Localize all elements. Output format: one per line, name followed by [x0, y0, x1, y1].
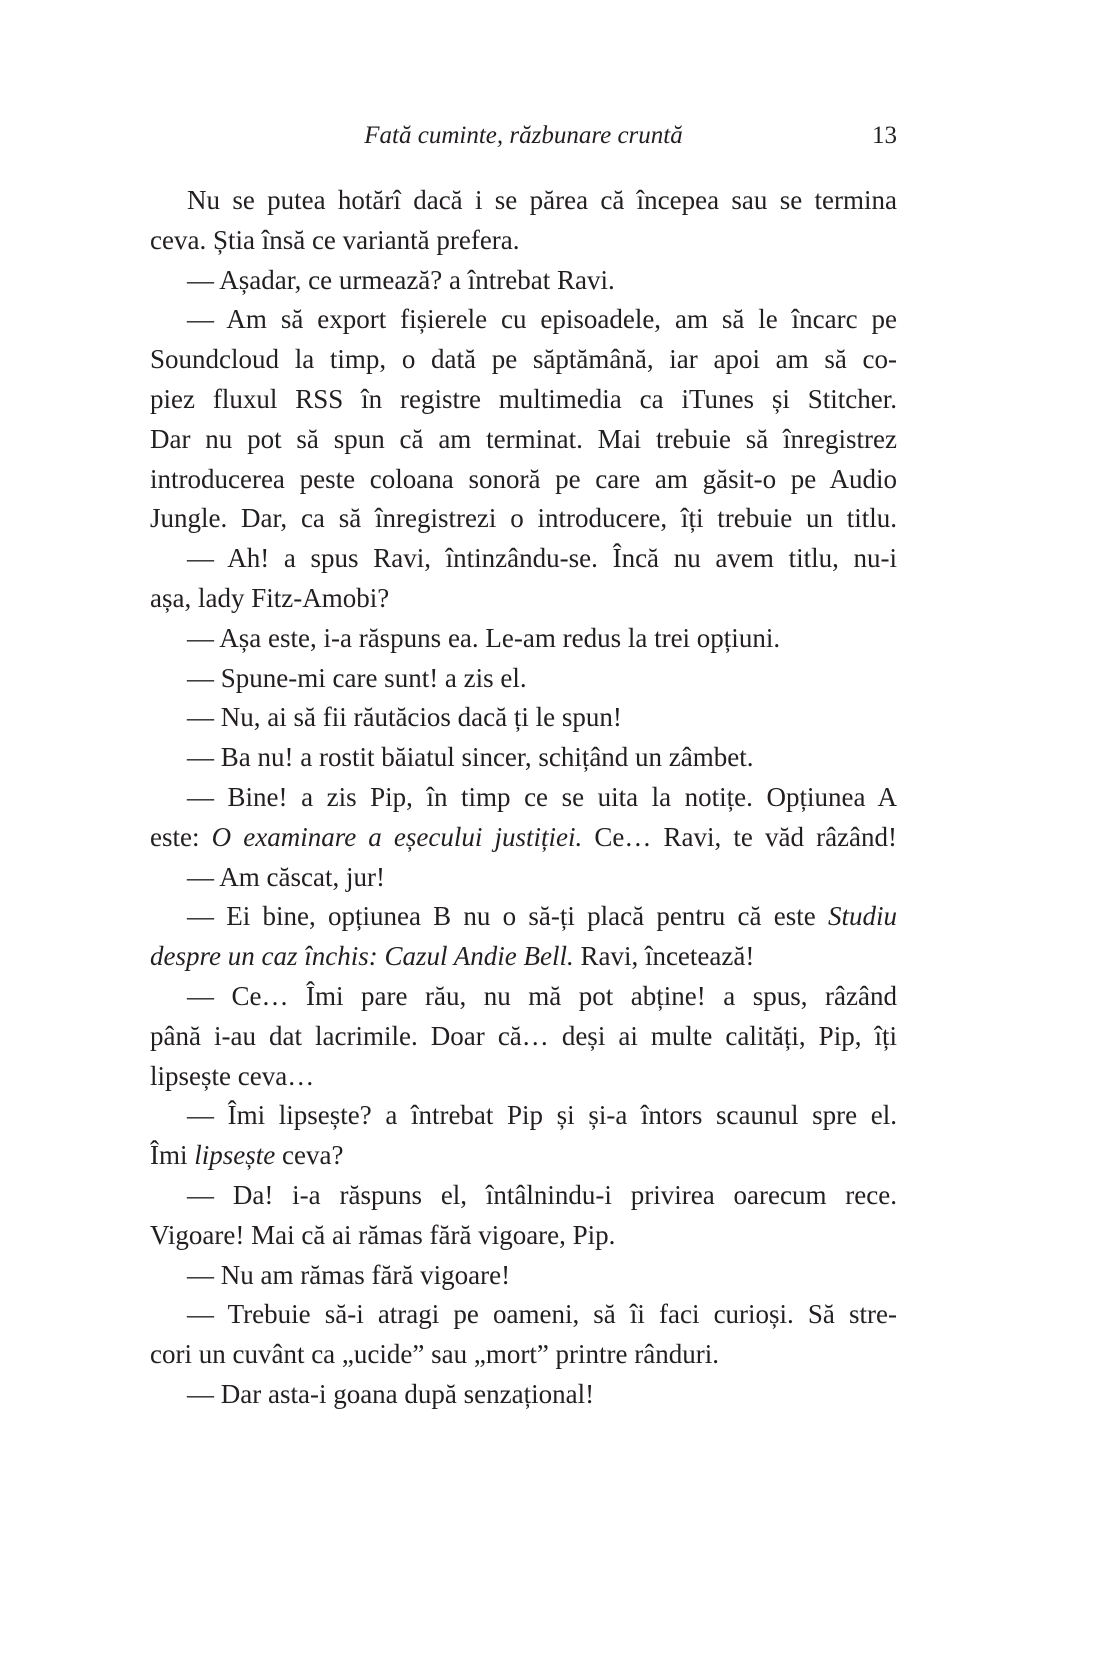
- text-line: [150, 1096, 897, 1136]
- text-segment: — Așa este, i-a răspuns ea. Le-am redus la trei opțiuni.: [187, 622, 781, 653]
- text-line: [150, 579, 897, 619]
- text-line: [150, 738, 897, 778]
- text-line: [150, 778, 897, 818]
- text-segment: — Ei bine, opțiunea B nu o să-ți placă pentru că este: [187, 901, 828, 932]
- text-segment: Nu se putea hotărî dacă i se părea că începea sau se termina: [187, 185, 897, 215]
- text-segment: până i-au dat lacrimile. Doar că… deși ai multe calități, Pip, îți: [150, 1020, 897, 1051]
- text-line: [150, 181, 897, 221]
- text-line-content: [150, 221, 520, 261]
- text-line: [150, 659, 897, 699]
- text-line-content: [187, 738, 754, 778]
- text-line: [150, 1256, 897, 1296]
- page-number: 13: [872, 122, 897, 149]
- text-line-content: [150, 818, 897, 858]
- text-segment: — Am să export fișierele cu episoadele, am să le încarc pe: [187, 304, 897, 335]
- text-segment: — Am căscat, jur!: [187, 861, 385, 892]
- text-line-content: [150, 1335, 719, 1375]
- text-line-content: [187, 977, 897, 1017]
- text-line-content: [187, 659, 527, 699]
- text-line: [150, 897, 897, 937]
- text-segment: este:: [150, 821, 212, 852]
- text-segment: — Bine! a zis Pip, în timp ce se uita la notițe. Opțiunea A: [187, 781, 897, 812]
- text-line: [150, 261, 897, 301]
- text-line-content: [187, 1375, 594, 1415]
- text-line-content: [150, 579, 389, 619]
- text-line: [150, 499, 897, 539]
- text-line-content: [187, 619, 780, 659]
- text-line: [150, 1057, 897, 1097]
- text-line-content: [187, 1096, 897, 1136]
- text-line: [150, 300, 897, 340]
- text-line: [150, 937, 897, 977]
- text-line: [150, 619, 897, 659]
- text-segment: ceva?: [275, 1140, 344, 1171]
- text-line: [150, 1017, 897, 1057]
- text-segment: — Ah! a spus Ravi, întinzându-se. Încă nu avem titlu, nu-i: [187, 543, 897, 574]
- text-line: [150, 539, 897, 579]
- text-line-content: [150, 1216, 615, 1256]
- text-line: [150, 977, 897, 1017]
- text-line-content: [150, 499, 897, 539]
- text-segment: Soundcloud la timp, o dată pe săptămână, iar apoi am să co-: [150, 344, 897, 375]
- text-line-content: [187, 897, 897, 937]
- text-line: [150, 818, 897, 858]
- text-segment: Ravi, încetează!: [573, 941, 755, 972]
- text-segment: Vigoare! Mai că ai rămas fără vigoare, Pip.: [150, 1219, 616, 1250]
- text-segment: Îmi: [150, 1140, 195, 1171]
- text-line: [150, 340, 897, 380]
- text-line: [150, 1136, 897, 1176]
- text-segment: — Nu, ai să fii răutăcios dacă ți le spun!: [187, 702, 622, 733]
- text-line-content: [150, 420, 897, 460]
- text-line-content: [150, 1057, 314, 1097]
- italic-text: despre un caz închis: Cazul Andie Bell.: [150, 941, 574, 972]
- text-line: [150, 858, 897, 898]
- text-line-content: [187, 1176, 897, 1216]
- italic-text: O examinare a eșecului justiției.: [211, 821, 583, 852]
- text-segment: piez fluxul RSS în registre multimedia ca iTunes și Stitcher.: [150, 383, 897, 414]
- text-segment: Ce… Ravi, te văd râzând!: [582, 821, 898, 852]
- text-line-content: [187, 858, 385, 898]
- text-line: [150, 1335, 897, 1375]
- text-line: [150, 1176, 897, 1216]
- text-segment: — Așadar, ce urmează? a întrebat Ravi.: [187, 264, 615, 295]
- text-segment: — Ce… Îmi pare rău, nu mă pot abține! a spus, râzând: [187, 980, 897, 1011]
- text-segment: așa, lady Fitz-Amobi?: [150, 582, 390, 613]
- text-line-content: [187, 261, 615, 301]
- running-header-title: Fată cuminte, răzbunare cruntă: [364, 122, 683, 149]
- text-line-content: [150, 380, 897, 420]
- text-line-content: [187, 300, 897, 340]
- text-segment: — Spune-mi care sunt! a zis el.: [187, 662, 527, 693]
- text-line: [150, 1375, 897, 1415]
- text-line-content: [187, 698, 622, 738]
- italic-text: lipsește: [194, 1140, 276, 1171]
- text-line: [150, 221, 897, 261]
- text-line: [150, 1216, 897, 1256]
- text-line-content: [150, 340, 897, 380]
- text-line-content: [187, 1295, 897, 1335]
- text-segment: Dar nu pot să spun că am terminat. Mai trebuie să înregistrez: [150, 423, 897, 454]
- text-segment: — Îmi lipsește? a întrebat Pip și și-a întors scaunul spre el.: [187, 1100, 897, 1131]
- text-line-content: [150, 1017, 897, 1057]
- text-line: [150, 460, 897, 500]
- text-segment: introducerea peste coloana sonoră pe care am găsit-o pe Audio: [150, 463, 897, 494]
- text-segment: — Nu am rămas fără vigoare!: [187, 1259, 511, 1290]
- text-line: [150, 1295, 897, 1335]
- text-line: [150, 380, 897, 420]
- italic-text: Studiu: [827, 901, 897, 932]
- text-line-content: [187, 539, 897, 579]
- text-segment: ceva. Știa însă ce variantă prefera.: [150, 224, 520, 255]
- text-line: [150, 698, 897, 738]
- text-line-content: [150, 1136, 343, 1176]
- text-line-content: [187, 1256, 510, 1296]
- text-segment: — Da! i-a răspuns el, întâlnindu-i privirea oarecum rece.: [187, 1179, 897, 1210]
- body-text: [150, 181, 897, 1415]
- text-line-content: [187, 778, 897, 818]
- text-line-content: [150, 460, 897, 500]
- text-segment: lipsește ceva…: [150, 1060, 315, 1091]
- text-segment: — Dar asta-i goana după senzațional!: [187, 1378, 595, 1409]
- text-line-content: [187, 181, 897, 221]
- text-segment: Jungle. Dar, ca să înregistrezi o introducere, îți trebuie un titlu.: [150, 503, 897, 534]
- text-segment: cori un cuvânt ca „ucide” sau „mort” printre rânduri.: [150, 1339, 719, 1370]
- text-segment: — Trebuie să-i atragi pe oameni, să îi faci curioși. Să stre-: [187, 1299, 897, 1330]
- text-line-content: [150, 937, 754, 977]
- text-segment: — Ba nu! a rostit băiatul sincer, schițând un zâmbet.: [187, 742, 754, 773]
- text-line: [150, 420, 897, 460]
